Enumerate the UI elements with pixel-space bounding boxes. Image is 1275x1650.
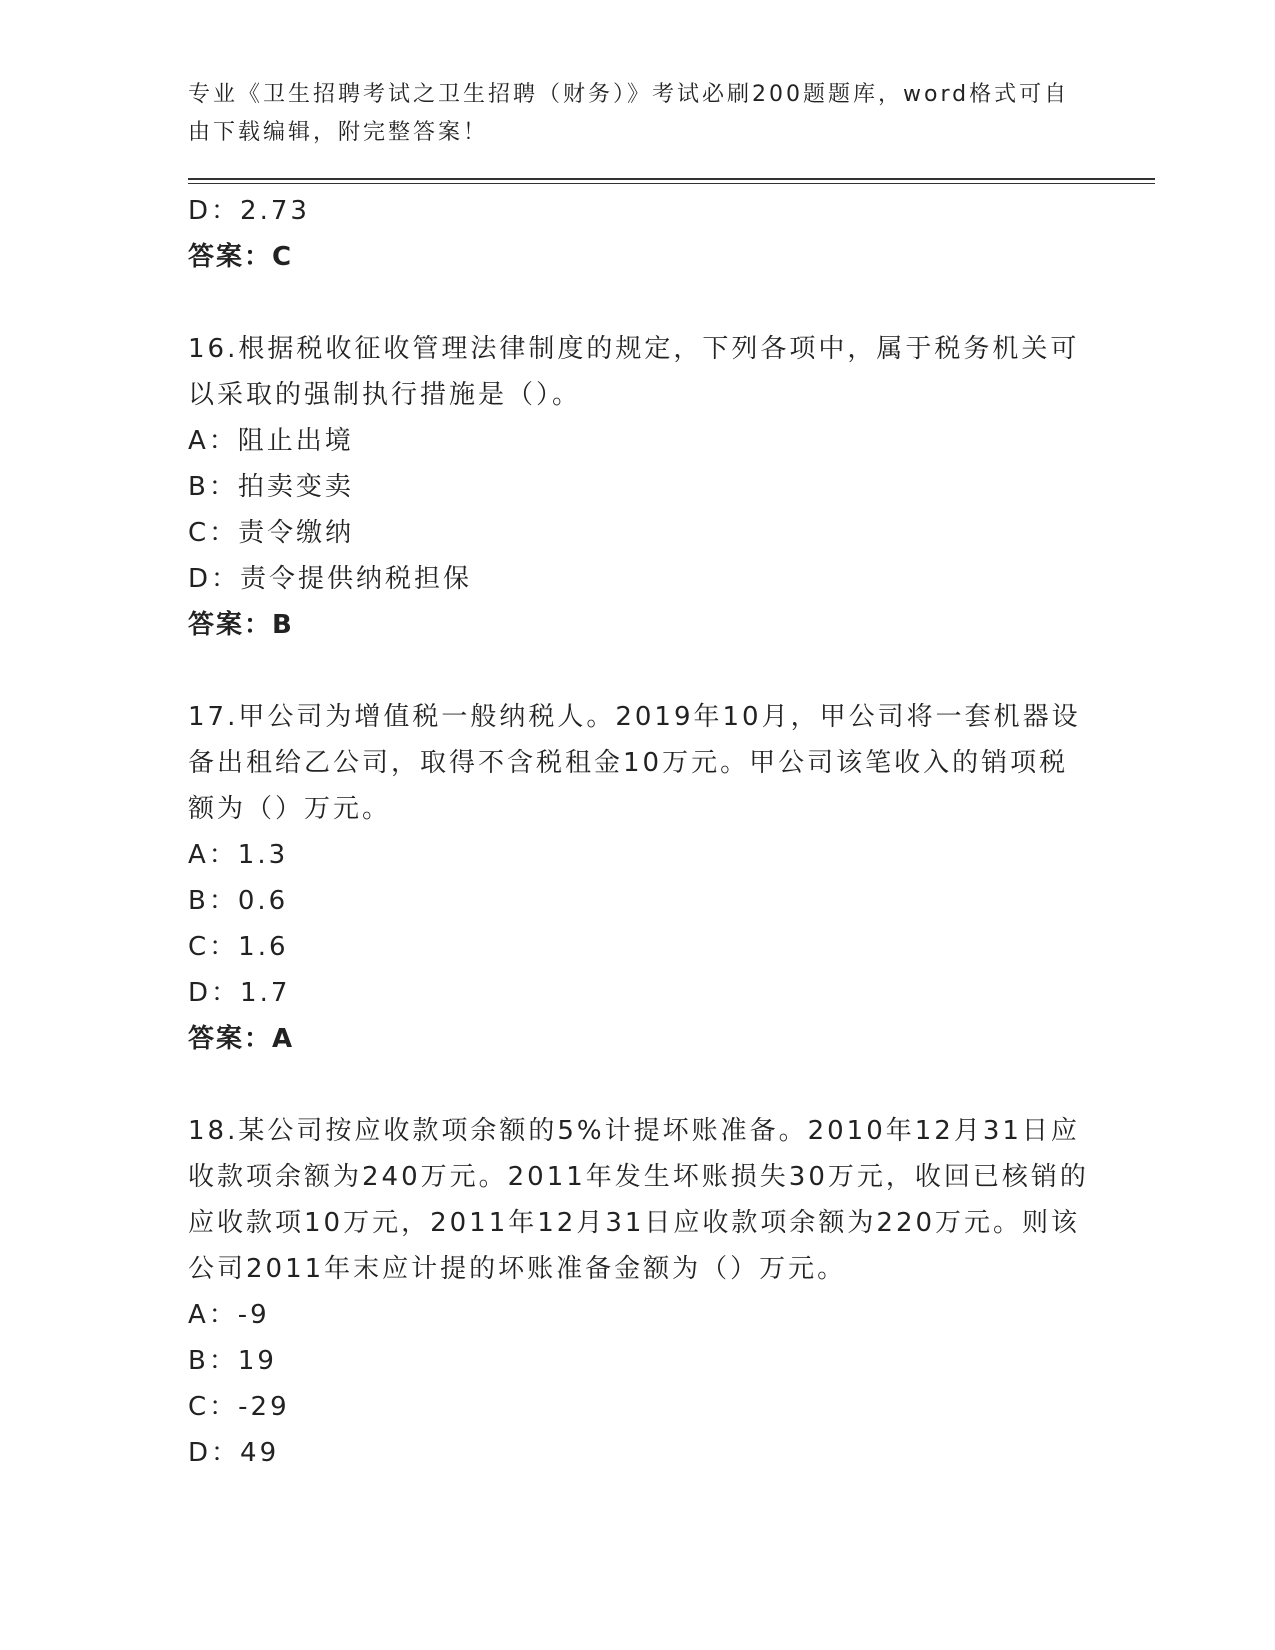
question-stem: 应收款项10万元，2011年12月31日应收款项余额为220万元。则该 bbox=[188, 1208, 1081, 1238]
option-d: D：2.73 bbox=[188, 196, 310, 226]
spacer bbox=[188, 280, 1088, 326]
option-c: C：责令缴纳 bbox=[188, 518, 355, 548]
option-d: D：1.7 bbox=[188, 978, 291, 1008]
option-b: B：0.6 bbox=[188, 886, 289, 916]
question-stem: 16.根据税收征收管理法律制度的规定，下列各项中，属于税务机关可 bbox=[188, 334, 1080, 364]
question-stem: 以采取的强制执行措施是（）。 bbox=[188, 380, 582, 410]
question-stem: 公司2011年末应计提的坏账准备金额为（）万元。 bbox=[188, 1254, 847, 1284]
question-stem: 18.某公司按应收款项余额的5%计提坏账准备。2010年12月31日应 bbox=[188, 1116, 1080, 1146]
option-c: C：-29 bbox=[188, 1392, 290, 1422]
spacer bbox=[188, 648, 1088, 694]
option-a: A：-9 bbox=[188, 1300, 270, 1330]
option-b: B：拍卖变卖 bbox=[188, 472, 354, 502]
question-18 bbox=[188, 1108, 1088, 1476]
question-17 bbox=[188, 694, 1088, 1062]
answer: 答案：C bbox=[188, 242, 294, 272]
question-stem: 备出租给乙公司，取得不含税租金10万元。甲公司该笔收入的销项税 bbox=[188, 748, 1069, 778]
option-b: B：19 bbox=[188, 1346, 277, 1376]
header-divider bbox=[188, 178, 1155, 180]
header-title: 专业《卫生招聘考试之卫生招聘（财务）》考试必刷200题题库，word格式可自由下载编辑，附完整答案！ bbox=[188, 82, 1070, 145]
question-stem: 额为（）万元。 bbox=[188, 794, 392, 824]
option-d: D：49 bbox=[188, 1438, 280, 1468]
answer: 答案：B bbox=[188, 610, 294, 640]
document-body bbox=[188, 188, 1088, 1476]
page-header bbox=[188, 76, 1088, 152]
question-stem: 17.甲公司为增值税一般纳税人。2019年10月，甲公司将一套机器设 bbox=[188, 702, 1081, 732]
option-a: A：阻止出境 bbox=[188, 426, 354, 456]
question-16 bbox=[188, 326, 1088, 648]
spacer bbox=[188, 1062, 1088, 1108]
answer: 答案：A bbox=[188, 1024, 295, 1054]
option-c: C：1.6 bbox=[188, 932, 289, 962]
option-d: D：责令提供纳税担保 bbox=[188, 564, 473, 594]
option-a: A：1.3 bbox=[188, 840, 289, 870]
question-stem: 收款项余额为240万元。2011年发生坏账损失30万元，收回已核销的 bbox=[188, 1162, 1089, 1192]
